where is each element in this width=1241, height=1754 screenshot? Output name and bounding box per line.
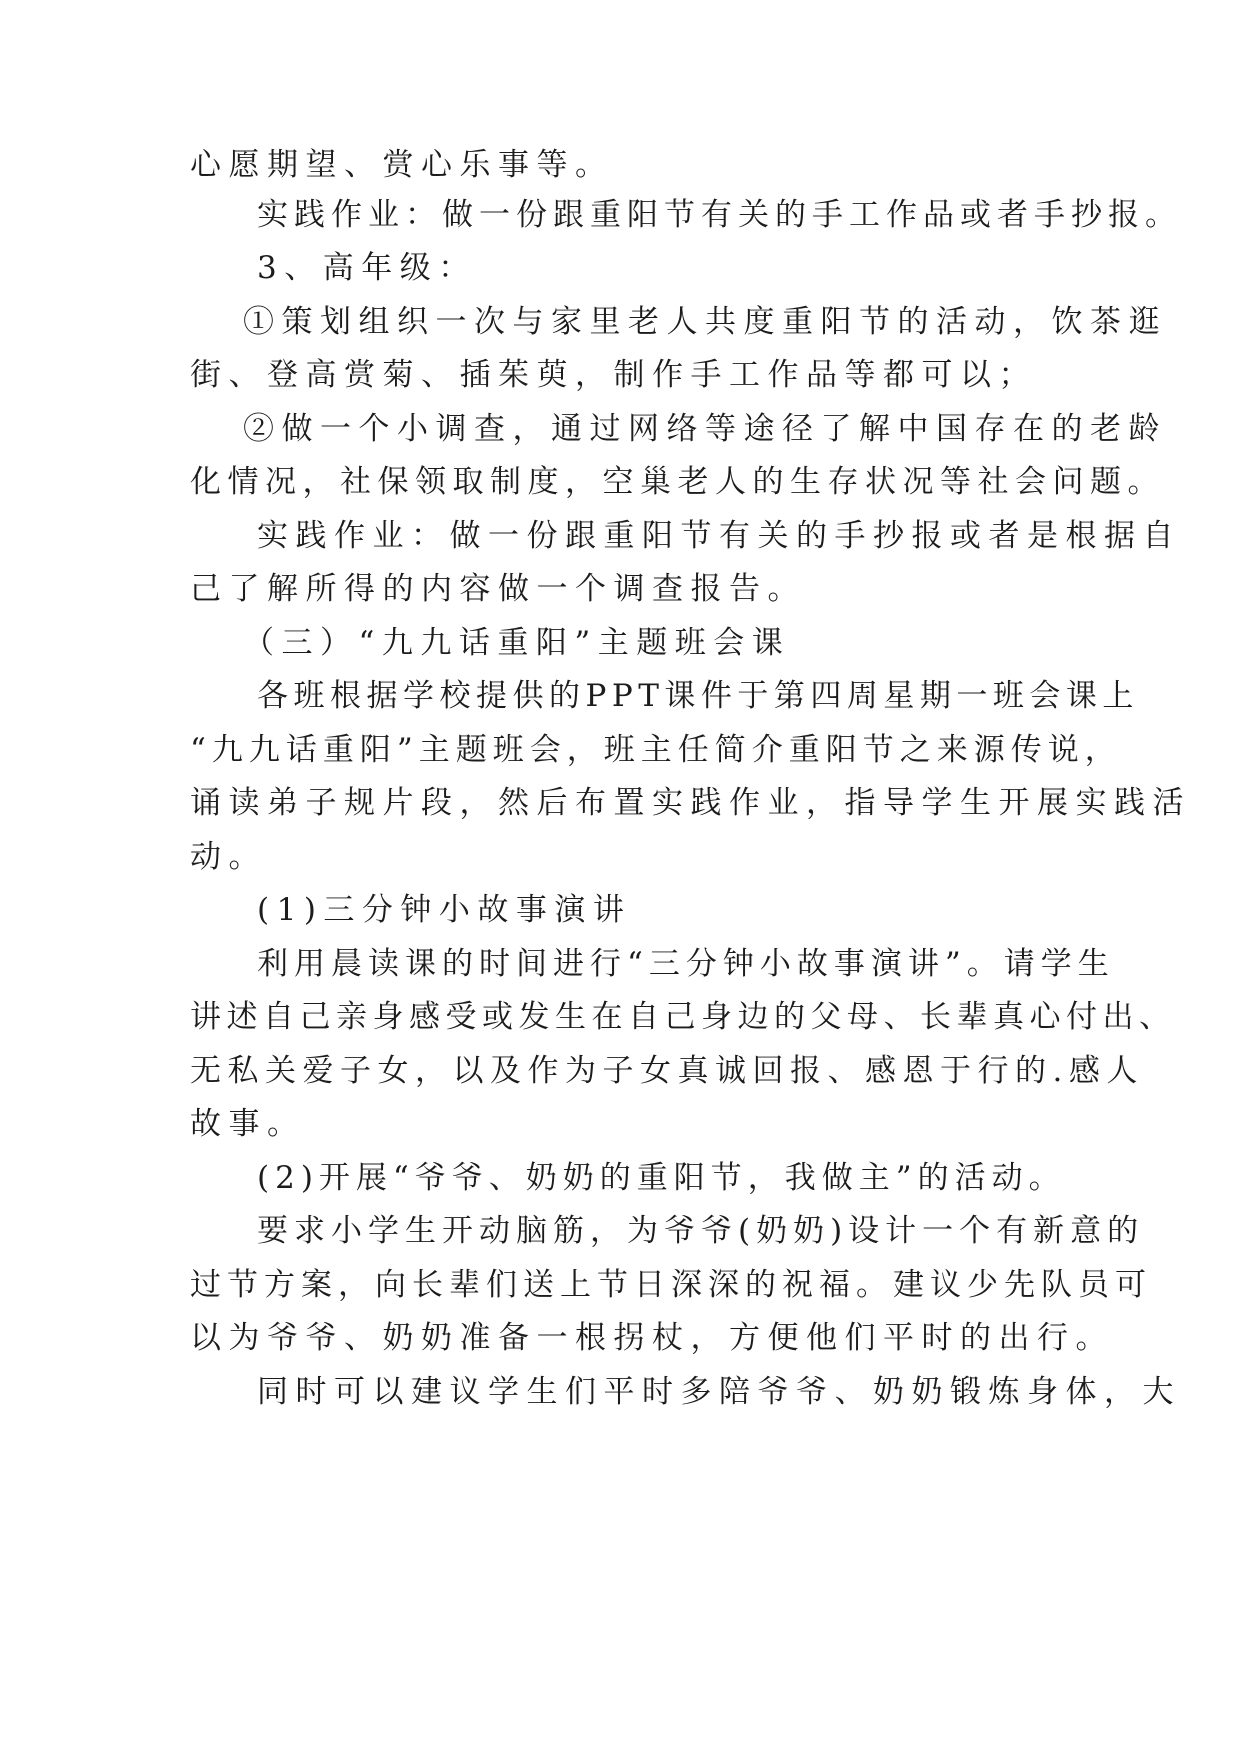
text-line-18: 无私关爱子女，以及作为子女真诚回报、感恩于行的.感人 (190, 1053, 1144, 1089)
text-line-22: 过节方案，向长辈们送上节日深深的祝福。建议少先队员可 (190, 1267, 1152, 1303)
subheading-story-speech: (1)三分钟小故事演讲 (257, 892, 632, 928)
text-line-4: ①策划组织一次与家里老人共度重阳节的活动，饮茶逛 (243, 304, 1167, 340)
subheading-grandparents-activity: (2)开展“爷爷、奶奶的重阳节，我做主”的活动。 (257, 1160, 1066, 1196)
text-line-5: 街、登高赏菊、插茱萸，制作手工作品等都可以； (190, 357, 1037, 393)
text-line-21: 要求小学生开动脑筋，为爷爷(奶奶)设计一个有新意的 (257, 1213, 1145, 1249)
section-heading-class-meeting: （三）“九九话重阳”主题班会课 (243, 625, 791, 661)
text-line-1: 心愿期望、赏心乐事等。 (190, 147, 614, 183)
text-line-11: 各班根据学校提供的PPT课件于第四周星期一班会课上 (257, 678, 1139, 714)
text-line-2: 实践作业：做一份跟重阳节有关的手工作品或者手抄报。 (257, 197, 1182, 233)
text-line-13: 诵读弟子规片段，然后布置实践作业，指导学生开展实践活 (190, 785, 1191, 821)
text-line-14: 动。 (190, 839, 267, 875)
text-line-16: 利用晨读课的时间进行“三分钟小故事演讲”。请学生 (257, 946, 1115, 982)
text-line-6: ②做一个小调查，通过网络等途径了解中国存在的老龄 (243, 411, 1167, 447)
text-line-3: 3、高年级： (257, 250, 477, 286)
text-line-9: 己了解所得的内容做一个调查报告。 (190, 571, 806, 607)
text-line-8: 实践作业：做一份跟重阳节有关的手抄报或者是根据自 (257, 518, 1181, 554)
text-line-17: 讲述自己亲身感受或发生在自己身边的父母、长辈真心付出、 (190, 999, 1176, 1035)
text-line-7: 化情况，社保领取制度，空巢老人的生存状况等社会问题。 (190, 464, 1165, 500)
text-line-19: 故事。 (190, 1106, 306, 1142)
text-line-12: “九九话重阳”主题班会，班主任简介重阳节之来源传说， (190, 732, 1122, 768)
text-line-23: 以为爷爷、奶奶准备一根拐杖，方便他们平时的出行。 (190, 1320, 1114, 1356)
text-line-24: 同时可以建议学生们平时多陪爷爷、奶奶锻炼身体，大 (257, 1374, 1181, 1410)
